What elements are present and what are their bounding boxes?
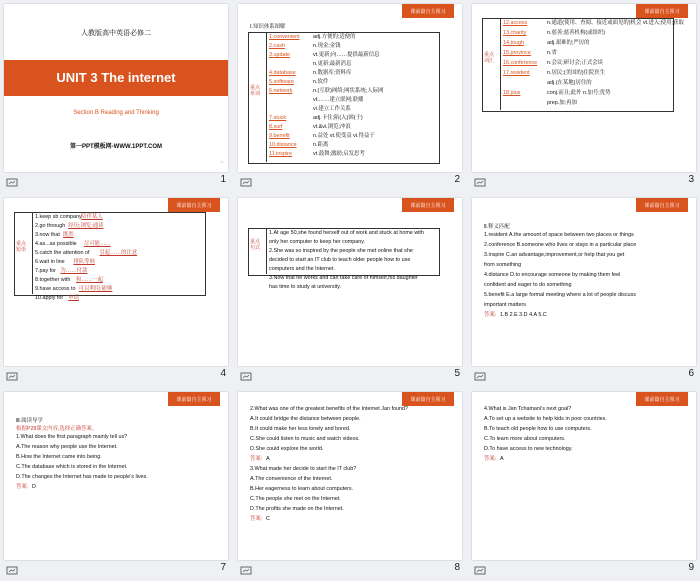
phrase-meaning: 经历;浏览;通读 — [68, 223, 104, 229]
vocab-definition: vi.建立工作关系 — [313, 106, 351, 112]
vocab-word: 11.inspire — [269, 151, 292, 157]
slide-number: 8 — [454, 562, 460, 573]
slide-line: A.To set up a website to help kids in poor countries. — [484, 416, 607, 422]
vocab-word: 1.convenient — [269, 34, 300, 40]
phrase-meaning: 和……一起 — [76, 277, 103, 283]
slide-line: important matters — [484, 302, 526, 308]
answer-value: A — [500, 456, 504, 462]
phrase-meaning: 申请 — [68, 295, 79, 301]
slide-thumbnail-icon[interactable] — [240, 369, 252, 379]
slide-cell[interactable] — [468, 388, 700, 580]
slide-line: A.It could bridge the distance between people. — [250, 416, 361, 422]
slide-line: from something — [484, 262, 522, 268]
slide-thumbnail-icon[interactable] — [474, 563, 486, 573]
vocab-word: 4.database — [269, 70, 296, 76]
vocab-definition: n.更新;最新消息 — [313, 61, 352, 67]
phrase: 6.wait in line — [35, 259, 65, 265]
section-badge: 课前篇自主预习 — [402, 198, 454, 212]
vocab-word: 2.cash — [269, 43, 285, 49]
thumbnail-footer — [472, 174, 696, 188]
vocab-definition: n.距离 — [313, 142, 329, 148]
answer-label: 答案: — [250, 516, 263, 522]
slide-number: 1 — [220, 174, 226, 185]
thumbnail-footer — [4, 368, 228, 382]
slide-thumbnail-icon[interactable] — [6, 369, 18, 379]
slide-thumbnail-icon[interactable] — [474, 175, 486, 185]
slide-thumbnail-icon[interactable] — [474, 369, 486, 379]
vocab-definition: n.现金;金钱 — [313, 43, 341, 49]
vocab-definition: n.省 — [547, 50, 557, 56]
thumbnail-footer — [238, 368, 462, 382]
slide-cell[interactable] — [468, 194, 700, 386]
phrase-meaning: 引起……的注意 — [99, 250, 138, 256]
vocab-word: 12.access — [503, 20, 528, 26]
slide-thumbnail[interactable] — [4, 4, 228, 172]
slide-number: 5 — [454, 368, 460, 379]
vocab-word: 13.charity — [503, 30, 527, 36]
vocab-definition: n.居民;(美国的)住院医生 — [547, 70, 606, 76]
slide-line: B.To teach old people how to use computers. — [484, 426, 592, 432]
phrase-meaning: 可以利用;能够 — [78, 286, 113, 292]
section-badge: 课前篇自主预习 — [636, 4, 688, 18]
vocab-definition: n.慈善;慈善机构(或组织) — [547, 30, 606, 36]
vocab-definition: n.(互联)网络;网状系统;人际网 — [313, 88, 384, 94]
vocab-definition: adj.方便的;适便的 — [313, 34, 356, 40]
slide-line: 5.benefit E.a large formal meeting where a lot of people discuss — [484, 292, 636, 298]
slide-line: 1.resident A.the amount of space between two places or things — [484, 232, 634, 238]
slide-footer-text: 第一PPT模板网-WWW.1PPT.COM — [70, 144, 162, 150]
slide-line: A.The reason why people use the Internet. — [16, 444, 118, 450]
slide-thumbnail[interactable] — [238, 4, 462, 172]
vocab-word: 10.distance — [269, 142, 297, 148]
slide-section: Section B Reading and Thinking — [73, 110, 159, 116]
slide-line: 3.inspire C.an advantage,improvement,or help that you get — [484, 252, 625, 258]
slide-line: 2.She was so inspired by the people she met online that she — [269, 248, 413, 254]
vocab-definition: vt.更新;向……提供最新信息 — [313, 52, 380, 58]
slide-thumbnail-icon[interactable] — [240, 563, 252, 573]
slide-heading: Ⅲ.阅读导学 — [16, 418, 43, 424]
slide-subtitle: 人教版高中英语必修二 — [81, 30, 151, 37]
slide-number: 4 — [220, 368, 226, 379]
slide-number: 3 — [688, 174, 694, 185]
slide-line: D.To have access to new technology. — [484, 446, 573, 452]
slide-side-label: 重点词汇 — [484, 52, 495, 64]
slide-line: 1.At age 50,she found herself out of work and stuck at home with — [269, 230, 424, 236]
slide-line: A.The convenience of the Internet. — [250, 476, 333, 482]
slide-number: 6 — [688, 368, 694, 379]
slide-number: 2 — [454, 174, 460, 185]
section-badge: 课前篇自主预习 — [402, 392, 454, 406]
vocab-definition: n.数据库;资料库 — [313, 70, 352, 76]
slide-cell[interactable] — [234, 0, 466, 192]
vocab-word: 18.plus — [503, 90, 521, 96]
slide-thumbnail[interactable] — [238, 198, 462, 366]
slide-line: 1.What does the first paragraph mainly tell us? — [16, 434, 128, 440]
answer-value: 1.B 2.E 3.D 4.A 5.C — [500, 312, 547, 318]
slide-line: confident and eager to do something — [484, 282, 572, 288]
phrase-meaning: 陪伴某人 — [81, 214, 103, 220]
slide-cell[interactable] — [468, 0, 700, 192]
phrase: 8.together with — [35, 277, 71, 283]
vocab-definition: adj.(在某地)居住的 — [547, 80, 592, 86]
slide-thumbnail[interactable] — [472, 198, 696, 366]
vocab-word: 15.province — [503, 50, 531, 56]
phrase: 9.have access to — [35, 286, 76, 292]
phrase: 2.go through — [35, 223, 66, 229]
answer-value: D — [32, 484, 36, 490]
slide-foot-mark: -/- — [220, 159, 224, 164]
vocab-definition: conj.而且;此外 n.加号;优势 — [547, 90, 611, 96]
slide-line: 3.What made her decide to start the IT club? — [250, 466, 357, 472]
vocab-definition: adj.艰难的;严厉的 — [547, 40, 590, 46]
phrase: 1.keep sb company — [35, 214, 82, 220]
vocab-definition: n.软件 — [313, 79, 329, 85]
thumbnail-footer — [238, 562, 462, 576]
vocab-definition: prep.加;再加 — [547, 100, 577, 106]
vocab-word: 16.conference — [503, 60, 538, 66]
thumbnail-footer — [4, 562, 228, 576]
vocab-definition: vt.……建立联网;联播 — [313, 97, 364, 103]
slide-number: 9 — [688, 562, 694, 573]
slide-thumbnail[interactable] — [4, 392, 228, 560]
answer-label: 答案: — [250, 456, 263, 462]
vocab-word: 8.surf — [269, 124, 283, 130]
slide-line: has time to study at university. — [269, 284, 342, 290]
slide-thumbnail[interactable] — [472, 4, 696, 172]
slide-thumbnail[interactable] — [472, 392, 696, 560]
answer-value: C — [266, 516, 270, 522]
slide-line: B.Her eagerness to learn about computers. — [250, 486, 354, 492]
slide-line: computers and the Internet. — [269, 266, 335, 272]
slide-line: 2.What was one of the greatest benefits of the Internet Jan found? — [250, 406, 408, 412]
phrase: 10.apply for — [35, 295, 64, 301]
thumbnail-footer — [472, 368, 696, 382]
slide-line: B.How the Internet came into being. — [16, 454, 102, 460]
slide-line: B.It could make her less lonely and bored. — [250, 426, 351, 432]
thumbnail-footer — [238, 174, 462, 188]
slide-heading: Ⅱ.释义匹配 — [484, 224, 510, 230]
slide-line: only her computer to keep her company. — [269, 239, 366, 245]
section-badge: 课前篇自主预习 — [168, 392, 220, 406]
section-badge: 课前篇自主预习 — [636, 198, 688, 212]
vocab-definition: adj.卡住;陷(入)困(于) — [313, 115, 363, 121]
slide-line: C.The people she met on the Internet. — [250, 496, 341, 502]
vocab-word: 17.resident — [503, 70, 530, 76]
slide-line: D.She could explore the world. — [250, 446, 324, 452]
vocab-word: 7.stuck — [269, 115, 287, 121]
slide-cell[interactable] — [0, 0, 232, 192]
slide-instruction: 根据P28课文内容,选择正确答案。 — [16, 426, 98, 432]
phrase: 4.as...as possible — [35, 241, 77, 247]
answer-label: 答案: — [484, 456, 497, 462]
phrase: 5.catch the attention of — [35, 250, 90, 256]
slide-cell[interactable] — [0, 194, 232, 386]
slide-line: 4.What is Jan Tchamani’s next goal? — [484, 406, 572, 412]
slide-line: D.The profits she made on the Internet. — [250, 506, 344, 512]
phrase-meaning: 排队等候 — [73, 259, 95, 265]
vocab-definition: n.会议;研讨会;正式会谈 — [547, 60, 604, 66]
slide-number: 7 — [220, 562, 226, 573]
section-badge: 课前篇自主预习 — [402, 4, 454, 18]
vocab-definition: n.通道(使用、查阅、接近或面见的)机会 vt.进入;使用;获取 — [547, 20, 684, 26]
slide-thumbnail[interactable] — [4, 198, 228, 366]
slide-side-label: 重点短语 — [16, 241, 27, 253]
slide-table-divider — [266, 32, 267, 162]
section-badge: 课前篇自主预习 — [636, 392, 688, 406]
vocab-word: 9.benefit — [269, 133, 290, 139]
vocab-word: 6.network — [269, 88, 293, 94]
slide-table-divider — [266, 228, 267, 274]
answer-label: 答案: — [484, 312, 497, 318]
phrase: 7.pay for — [35, 268, 56, 274]
vocab-definition: vt.鼓舞;激励;启发思考 — [313, 151, 365, 157]
phrase-meaning: 既然 — [63, 232, 74, 238]
answer-value: A — [266, 456, 270, 462]
answer-label: 答案: — [16, 484, 29, 490]
slide-line: D.The changes the Internet has made to people’s lives. — [16, 474, 148, 480]
slide-thumbnail-icon[interactable] — [6, 175, 18, 185]
vocab-definition: vt.&vi.浏览;冲浪 — [313, 124, 351, 130]
thumbnail-footer — [472, 562, 696, 576]
slide-table-divider — [500, 18, 501, 110]
slide-table-divider — [32, 212, 33, 294]
phrase-meaning: 为……付款 — [60, 268, 88, 274]
slide-line: C.To learn more about computers. — [484, 436, 566, 442]
slide-thumbnail-icon[interactable] — [6, 563, 18, 573]
vocab-word: 5.software — [269, 79, 294, 85]
slide-thumbnail-icon[interactable] — [240, 175, 252, 185]
slide-side-label: 重点句式 — [250, 239, 261, 251]
slide-cell[interactable] — [234, 194, 466, 386]
slide-title: UNIT 3 The internet — [56, 70, 176, 85]
section-badge: 课前篇自主预习 — [168, 198, 220, 212]
slide-side-label: 重点单词 — [250, 85, 261, 97]
vocab-word: 14.tough — [503, 40, 524, 46]
vocab-definition: n.益处 vt.使受益 vi.得益于 — [313, 133, 375, 139]
slide-line: 4.distance D.to encourage someone by making them feel — [484, 272, 621, 278]
phrase: 3.now that — [35, 232, 60, 238]
phrase-meaning: 尽可能…… — [83, 241, 111, 247]
slide-cell[interactable] — [0, 388, 232, 580]
slide-line: C.The database which is stored in the Internet. — [16, 464, 128, 470]
slide-line: 3.Now that he works and can take care of himself,his daughter — [269, 275, 418, 281]
slide-line: 2.conference B.someone who lives or stays in a particular place — [484, 242, 637, 248]
slide-line: C.She could listen to music and watch videos. — [250, 436, 360, 442]
slide-cell[interactable] — [234, 388, 466, 580]
slide-line: decided to start an IT club to teach older people how to use — [269, 257, 411, 263]
thumbnail-footer — [4, 174, 228, 188]
slide-heading: Ⅰ.知识体系图解 — [250, 24, 286, 30]
slide-thumbnail[interactable] — [238, 392, 462, 560]
vocab-word: 3.update — [269, 52, 290, 58]
